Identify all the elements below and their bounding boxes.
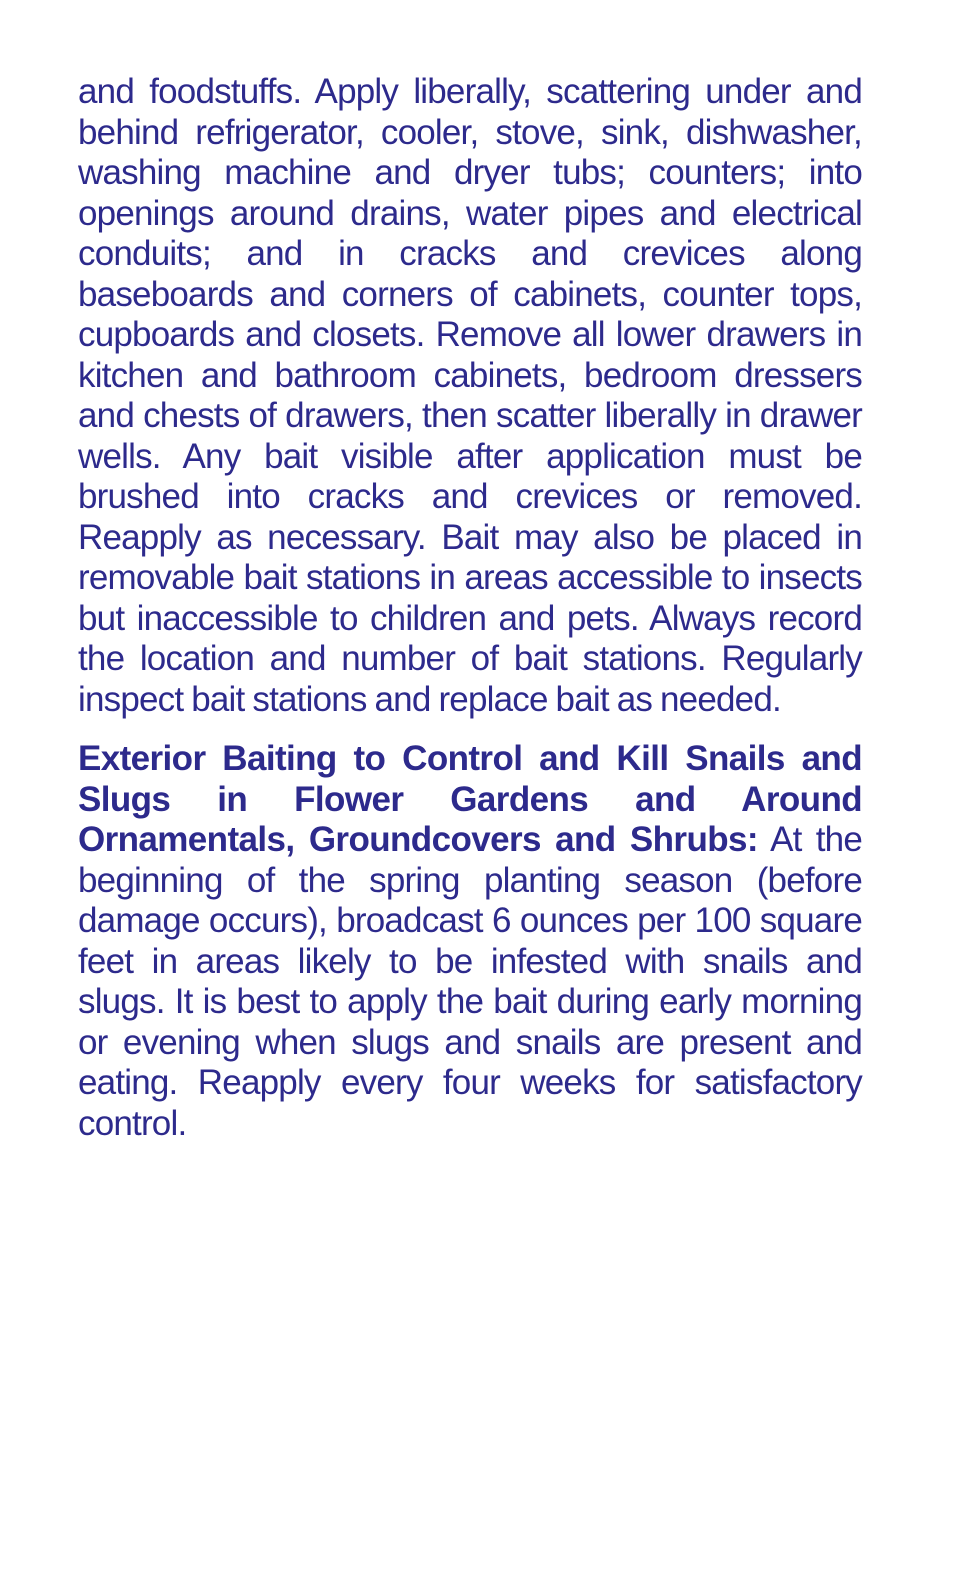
label-text-page (78, 72, 862, 1144)
exterior-baiting-text: At the beginning of the spring planting season (before damage occurs), broadcast 6 ounces per 100 square feet in areas likely to be infested with snails and slugs. It is best to apply the bait during early morning or evening when slugs and snails are present and eating. Reapply every four weeks for satisfactory control. (78, 820, 862, 1143)
indoor-application-text: and foodstuffs. Apply liberally, scattering under and behind refrigerator, cooler, stove, sink, dishwasher, washing machine and dryer tubs; counters; into openings around drains, water pipes and electrical conduits; and in cracks and crevices along baseboards and corners of cabinets, counter tops, cupboards and closets. Remove all lower drawers in kitchen and bathroom cabinets, bedroom dressers and chests of drawers, then scatter liberally in drawer wells. Any bait visible after application must be brushed into cracks and crevices or removed. Reapply as necessary. Bait may also be placed in removable bait stations in areas accessible to insects but inaccessible to children and pets. Always record the location and number of bait stations. Regularly inspect bait stations and replace bait as needed. (78, 72, 862, 719)
indoor-application-paragraph (78, 72, 862, 720)
exterior-baiting-heading: Exterior Baiting to Control and Kill Snails and Slugs in Flower Gardens and Around Ornamentals, Groundcovers and Shrubs: (78, 739, 862, 859)
exterior-baiting-paragraph (78, 739, 862, 1144)
